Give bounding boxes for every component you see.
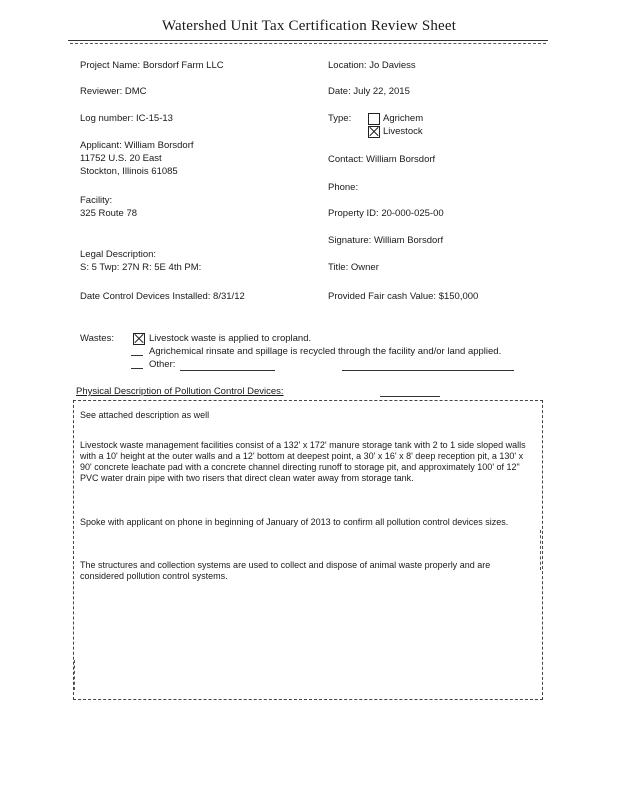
title-underline-dashed <box>70 43 546 44</box>
reviewer-field: Reviewer: DMC <box>80 86 147 97</box>
physical-description-heading: Physical Description of Pollution Control Devices: <box>76 386 284 397</box>
project-name-field: Project Name: Borsdorf Farm LLC <box>80 60 224 71</box>
fair-cash-value-field: Provided Fair cash Value: $150,000 <box>328 291 479 302</box>
legal-description-label: Legal Description: <box>80 249 157 260</box>
type-label: Type: <box>328 113 352 124</box>
facility-value: 325 Route 78 <box>80 208 138 219</box>
date-installed-field: Date Control Devices Installed: 8/31/12 <box>80 291 245 302</box>
legal-description-value: S: 5 Twp: 27N R: 5E 4th PM: <box>80 262 202 273</box>
agrichem-option-label: Agrichem <box>383 113 424 124</box>
agrichemical-blank[interactable] <box>131 355 143 356</box>
heading-rule <box>380 396 440 397</box>
page-title: Watershed Unit Tax Certification Review Sheet <box>161 18 457 34</box>
other-waste-label: Other: <box>149 359 176 370</box>
description-paragraph-3: Spoke with applicant on phone in beginning of January of 2013 to confirm all pollution control devices sizes. <box>80 517 509 527</box>
date-field: Date: July 22, 2015 <box>328 86 410 97</box>
description-paragraph-2: Livestock waste management facilities consist of a 132' x 172' manure storage tank with 2 to 1 side sloped walls with a 10' height at the outer walls and a 12' bottom at deepest point, a 30' x 16' x 8' deep reception pit, a 130' x 90' concrete leachate pad with a concrete channel directing runoff to storage pit, and approximately 100' of 12" PVC water drain pipe with two risers that direct clean water away from storage tank. <box>80 440 526 483</box>
address-line-1: 11752 U.S. 20 East <box>80 153 162 164</box>
other-line-1 <box>180 370 275 371</box>
other-line-2 <box>342 370 514 371</box>
contact-field: Contact: William Borsdorf <box>328 154 436 165</box>
phone-field: Phone: <box>328 182 359 193</box>
livestock-option-label: Livestock <box>383 126 423 137</box>
description-paragraph-1: See attached description as well <box>80 410 210 420</box>
livestock-checkbox[interactable] <box>368 126 380 138</box>
title-underline <box>68 40 548 41</box>
scan-artifact-left <box>74 660 75 690</box>
location-field: Location: Jo Daviess <box>328 60 416 71</box>
agrichem-checkbox[interactable] <box>368 113 380 125</box>
address-line-2: Stockton, Illinois 61085 <box>80 166 178 177</box>
signature-field: Signature: William Borsdorf <box>328 235 444 246</box>
livestock-waste-text: Livestock waste is applied to cropland. <box>149 333 312 344</box>
wastes-label: Wastes: <box>80 333 114 344</box>
applicant-field: Applicant: William Borsdorf <box>80 140 194 151</box>
scan-artifact-right <box>540 530 541 570</box>
agrichemical-waste-text: Agrichemical rinsate and spillage is recycled through the facility and/or land applied. <box>149 346 502 357</box>
description-paragraph-4: The structures and collection systems are used to collect and dispose of animal waste properly and are considered pollution control systems. <box>80 560 491 581</box>
property-id-field: Property ID: 20-000-025-00 <box>328 208 444 219</box>
livestock-waste-checkbox[interactable] <box>133 333 145 345</box>
other-blank[interactable] <box>131 368 143 369</box>
log-number-field: Log number: IC-15-13 <box>80 113 173 124</box>
title-field: Title: Owner <box>328 262 379 273</box>
facility-label: Facility: <box>80 195 113 206</box>
